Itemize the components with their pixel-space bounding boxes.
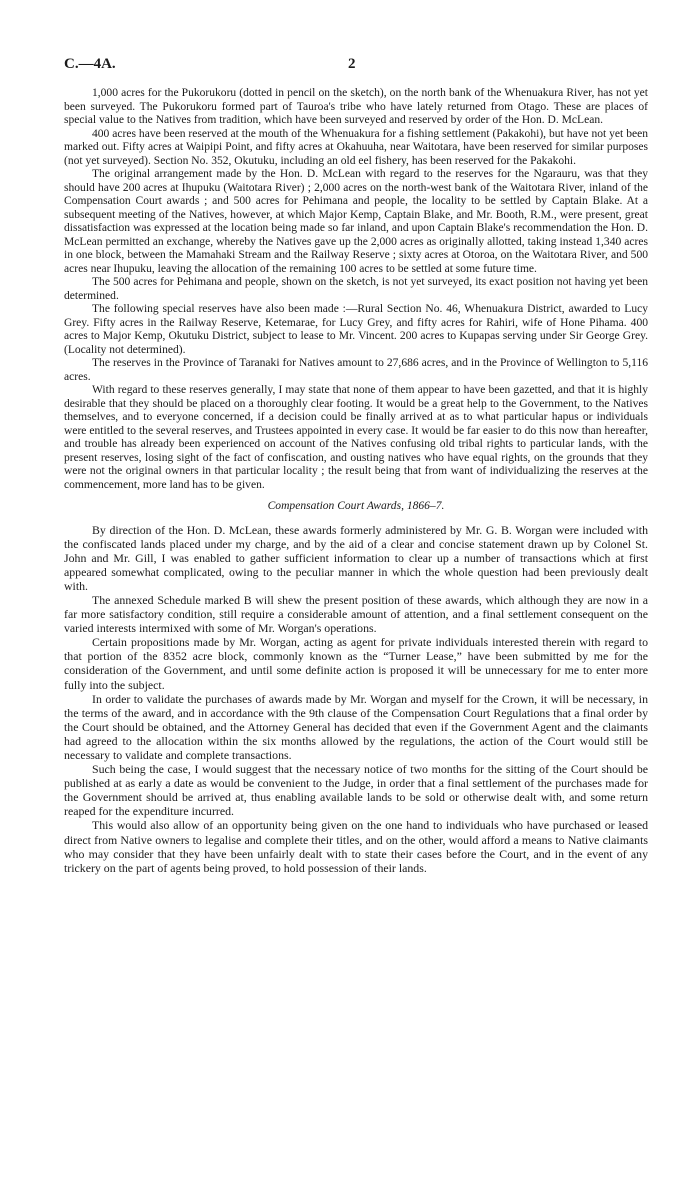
paragraph: This would also allow of an opportunity being given on the one hand to individuals who have purchased or leased direct from Native owners to legalise and complete their titles, and on the other, would afford a means to Native claimants who may consider that they have been unfairly dealt with to state their cases before the Court, and in the event of any trickery on the part of agents being proved, to hold possession of their lands.: [64, 818, 648, 875]
paragraph: The original arrangement made by the Hon. D. McLean with regard to the reserves for the Ngarauru, was that they should have 200 acres at Ihupuku (Waitotara River) ; 2,000 acres on the north-west bank of the Waitotara River, inland of the Compensation Court awards ; and 500 acres for Pehimana and people, the locality to be settled by Captain Blake. At a subsequent meeting of the Natives, however, at which Major Kemp, Captain Blake, and Mr. Booth, R.M., were present, great dissatisfaction was expressed at the location being made so far inland, and upon Captain Blake's recommendation the Hon. D. McLean permitted an exchange, whereby the Natives gave up the 2,000 acres as originally allotted, taking instead 1,340 acres in one block, between the Mamahaki Stream and the Railway Reserve ; sixty acres at Otoroa, on the Waitotara River, and 500 acres near Ihupuku, leaving the allocation of the remaining 100 acres to be settled at some future time.: [64, 168, 648, 275]
paragraph: In order to validate the purchases of awards made by Mr. Worgan and myself for the Crown, it will be necessary, in the terms of the award, and in accordance with the 9th clause of the Compensation Court Regulations that a final order by the Court should be obtained, and the Attorney General has decided that even if the Government Agent and the claimants had agreed to the allocation within the six months allowed by the regulations, the action of the Court would still be necessary to validate and complete transactions.: [64, 691, 648, 762]
paragraph: The reserves in the Province of Taranaki for Natives amount to 27,686 acres, and in the Province of Wellington to 5,116 acres.: [64, 357, 648, 383]
paragraph: Such being the case, I would suggest that the necessary notice of two months for the sitting of the Court should be published at as early a date as would be convenient to the Judge, in order that a final settlement of the purchases made for the Government should be arrived at, thus enabling available lands to be sold or otherwise dealt with, and some return reaped for the expenditure incurred.: [64, 762, 648, 819]
section-heading: Compensation Court Awards, 1866–7.: [267, 500, 445, 512]
document-reference: C.—4A.: [64, 56, 116, 72]
paragraph: The following special reserves have also been made :—Rural Section No. 46, Whenuakura District, awarded to Lucy Grey. Fifty acres in the Railway Reserve, Ketemarae, for Lucy Grey, and fifty acres for Rahiri, wife of Hone Pihama. 400 acres to Major Kemp, Okutuku District, subject to lease to Mr. Vincent. 200 acres to Kupapas serving under Sir George Grey. (Locality not determined).: [64, 303, 648, 356]
paragraph: Certain propositions made by Mr. Worgan, acting as agent for private individuals interested therein with regard to that portion of the 8352 acre block, commonly known as the “Turner Lease,” have been submitted by me for the consideration of the Government, and until some definite action is proposed it will be unnecessary for me to enter more fully into the subject.: [64, 635, 648, 692]
paragraph: The annexed Schedule marked B will shew the present position of these awards, which although they are now in a far more satisfactory condition, still require a considerable amount of attention, and a final settlement consequent on the varied interests intermixed with some of Mr. Worgan's operations.: [64, 592, 648, 636]
page-number: 2: [348, 56, 356, 72]
page-header: [64, 56, 648, 78]
paragraph: The 500 acres for Pehimana and people, shown on the sketch, is not yet surveyed, its exact position not having yet been determined.: [64, 276, 648, 302]
paragraph: With regard to these reserves generally, I may state that none of them appear to have been gazetted, and that it is highly desirable that they should be placed on a thoroughly clear footing. It would be a great help to the Government, to the Natives themselves, and to everyone concerned, if a decision could be finally arrived at as to what particular hapus or individuals were entitled to the several reserves, and Trustees appointed in every case. It would be far easier to do this now than hereafter, and trouble has already been experienced on account of the Natives confusing old tribal rights to particular lands, with the present reserves, losing sight of the fact of confiscation, and ousting natives who have equal rights, on the grounds that they were not the original owners in that particular locality ; the result being that from want of individualizing the reserves at the commencement, more land has to be given.: [64, 384, 648, 491]
paragraph: 400 acres have been reserved at the mouth of the Whenuakura for a fishing settlement (Pakakohi), but have not yet been marked out. Fifty acres at Waipipi Point, and fifty acres at Okahuuha, near Waitotara, have been reserved for similar purposes (not yet surveyed). Section No. 352, Okutuku, including an old eel fishery, has been reserved for the Pakakohi.: [64, 127, 648, 167]
paragraph: By direction of the Hon. D. McLean, these awards formerly administered by Mr. G. B. Worgan were included with the confiscated lands placed under my charge, and by the aid of a clear and concise statement drawn up by Colonel St. John and Mr. Gill, I was enabled to gather sufficient information to clear up a number of transactions which at first appeared somewhat complicated, owing to the peculiar manner in which the whole question had been previously dealt with.: [64, 522, 648, 593]
compensation-court-section: [64, 523, 648, 875]
document-body: [64, 87, 648, 875]
paragraph: 1,000 acres for the Pukorukoru (dotted in pencil on the sketch), on the north bank of the Whenuakura River, has not yet been surveyed. The Pukorukoru formed part of Tauroa's tribe who have lately returned from Otago. These are places of special value to the Natives from tradition, which have been surveyed and reserved by order of the Hon. D. McLean.: [64, 87, 648, 126]
